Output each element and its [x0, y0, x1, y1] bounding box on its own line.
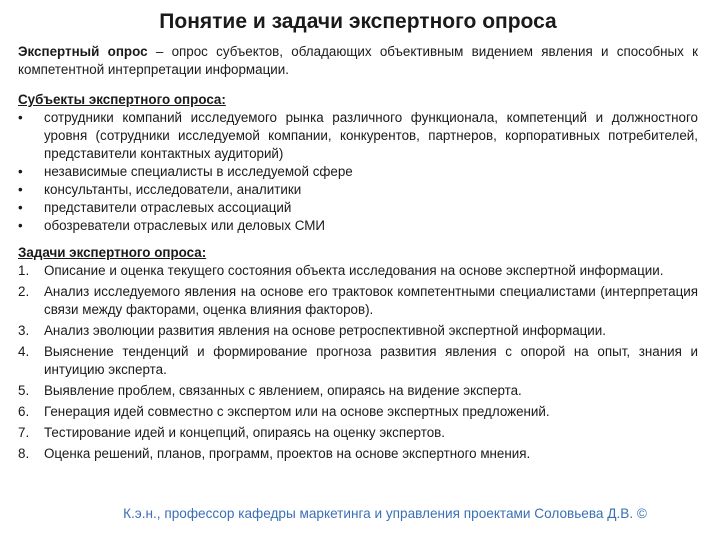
list-item-text: Генерация идей совместно с экспертом или на основе экспертных предложений.: [44, 404, 550, 419]
list-item: [18, 262, 698, 280]
list-item: [18, 343, 698, 379]
intro-paragraph: [18, 43, 698, 79]
item-number: 7.: [18, 425, 30, 440]
list-item: [18, 283, 698, 319]
author-footer: К.э.н., профессор кафедры маркетинга и управления проектами Соловьева Д.В. ©: [123, 506, 647, 521]
list-item-text: Выяснение тенденций и формирование прогноза развития явления с опорой на опыт, знания и интуицию эксперта.: [44, 344, 698, 377]
list-item-text: обозреватели отраслевых или деловых СМИ: [44, 218, 326, 233]
list-item: [18, 181, 698, 199]
page-title: Понятие и задачи экспертного опроса: [159, 10, 557, 33]
bullet-marker: •: [18, 182, 23, 197]
list-item: [18, 163, 698, 181]
list-item: [18, 199, 698, 217]
tasks-heading: Задачи экспертного опроса:: [18, 245, 207, 260]
intro-term: Экспертный опрос: [18, 44, 148, 59]
item-number: 1.: [18, 263, 30, 278]
bullet-marker: •: [18, 110, 23, 125]
list-item-text: независимые специалисты в исследуемой сфере: [44, 164, 353, 179]
list-item: [18, 217, 698, 235]
intro-definition: – опрос субъектов, обладающих объективным видением явления и способных к компетентной интерпретации информации.: [18, 44, 698, 77]
list-item-text: Анализ эволюции развития явления на основе ретроспективной экспертной информации.: [44, 323, 606, 338]
list-item-text: Выявление проблем, связанных с явлением, опираясь на видение эксперта.: [44, 383, 522, 398]
list-item: [18, 109, 698, 163]
list-item: [18, 424, 698, 442]
item-number: 2.: [18, 284, 30, 299]
list-item-text: Тестирование идей и концепций, опираясь на оценку экспертов.: [44, 425, 445, 440]
tasks-list: [18, 262, 698, 463]
list-item-text: консультанты, исследователи, аналитики: [44, 182, 302, 197]
item-number: 8.: [18, 446, 30, 461]
list-item: [18, 445, 698, 463]
bullet-marker: •: [18, 164, 23, 179]
item-number: 3.: [18, 323, 30, 338]
item-number: 5.: [18, 383, 30, 398]
list-item-text: Описание и оценка текущего состояния объекта исследования на основе экспертной информации.: [44, 263, 664, 278]
item-number: 6.: [18, 404, 30, 419]
list-item-text: сотрудники компаний исследуемого рынка различного функционала, компетенций и должностного уровня (сотрудники исследуемой компании, конкурентов, партнеров, корпоративных потребителей, представители контактных аудиторий): [44, 110, 698, 161]
subjects-heading: Субъекты экспертного опроса:: [18, 92, 226, 107]
list-item: [18, 403, 698, 421]
list-item-text: Анализ исследуемого явления на основе его трактовок компетентными специалистами (интерпретация связи между факторами, оценка влияния факторов).: [44, 284, 698, 317]
subjects-list: [18, 109, 698, 235]
bullet-marker: •: [18, 218, 23, 233]
item-number: 4.: [18, 344, 30, 359]
list-item-text: Оценка решений, планов, программ, проектов на основе экспертного мнения.: [44, 446, 531, 461]
list-item: [18, 382, 698, 400]
bullet-marker: •: [18, 200, 23, 215]
list-item: [18, 322, 698, 340]
list-item-text: представители отраслевых ассоциаций: [44, 200, 292, 215]
